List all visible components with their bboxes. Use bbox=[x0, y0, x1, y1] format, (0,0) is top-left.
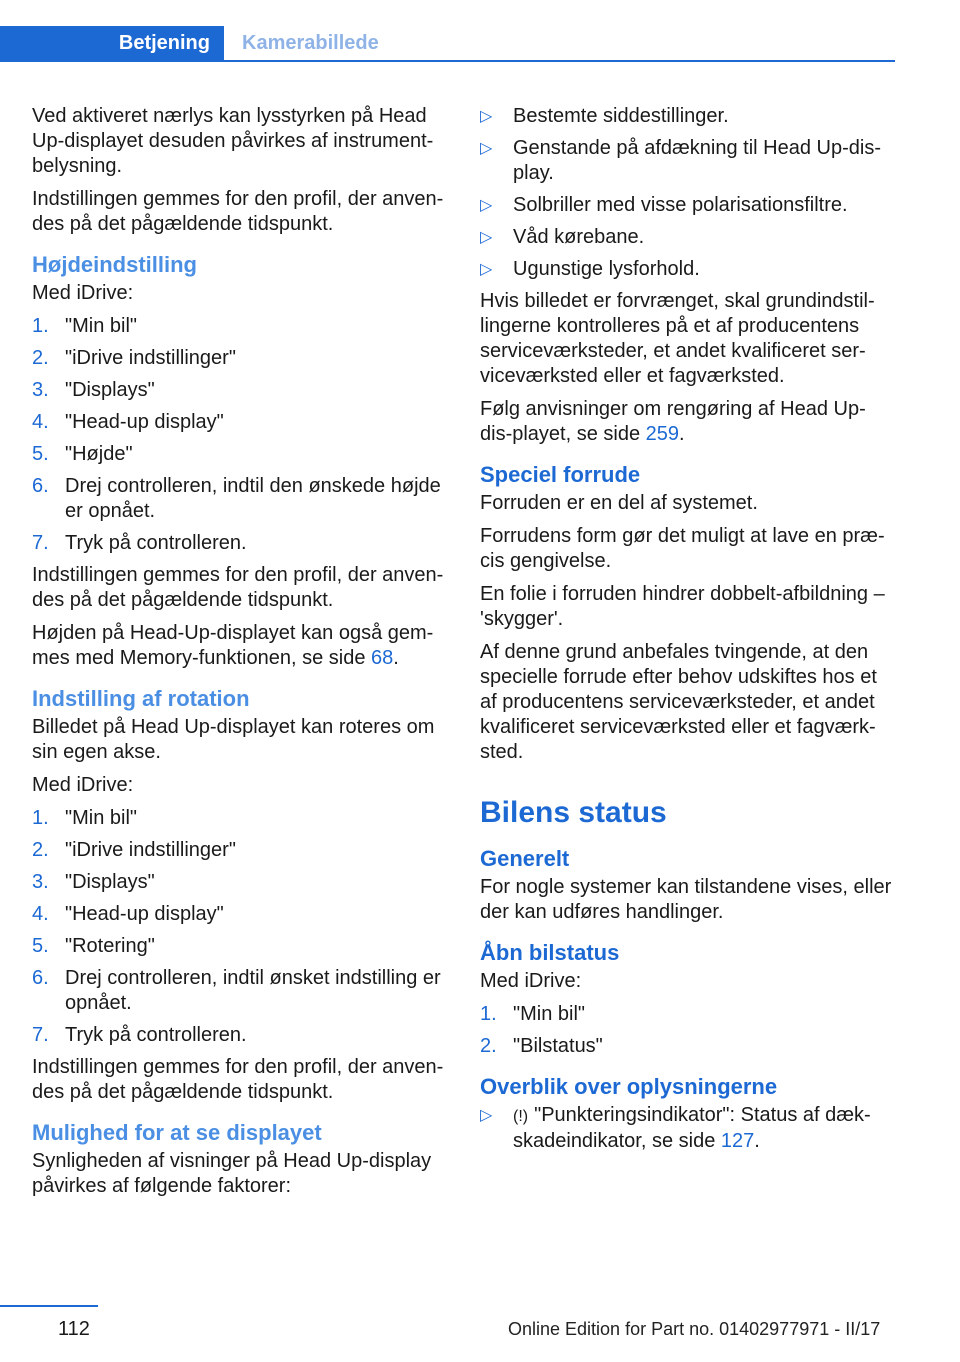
list-item: 2. "iDrive indstillinger" bbox=[32, 347, 236, 369]
windscreen-heading: Speciel forrude bbox=[480, 462, 641, 487]
height-heading: Højdeindstilling bbox=[32, 252, 197, 277]
list-item: ▷ Bestemte siddestillinger. bbox=[480, 105, 729, 127]
open-idrive-label: Med iDrive: bbox=[480, 970, 582, 992]
triangle-bullet-icon: ▷ bbox=[480, 261, 493, 278]
list-item: ▷ Ugunstige lysforhold. bbox=[480, 258, 700, 280]
windscreen-paragraph-3: En folie i forruden hindrer dobbelt-afbildning – 'skygger'. bbox=[480, 583, 885, 630]
triangle-bullet-icon: ▷ bbox=[480, 108, 493, 125]
list-item: 6. Drej controlleren, indtil den ønskede højde er opnået. bbox=[32, 475, 441, 522]
rotation-idrive-label: Med iDrive: bbox=[32, 774, 134, 796]
list-item: 2. "Bilstatus" bbox=[480, 1035, 603, 1057]
visibility-heading: Mulighed for at se displayet bbox=[32, 1120, 322, 1145]
general-heading: Generelt bbox=[480, 846, 570, 871]
list-item: 1. "Min bil" bbox=[480, 1003, 585, 1025]
tire-pressure-warning-icon: (!) bbox=[513, 1108, 529, 1125]
section-tab-inactive[interactable]: Kamerabillede bbox=[242, 32, 379, 54]
height-steps bbox=[32, 314, 447, 556]
right-column bbox=[480, 104, 897, 1161]
triangle-bullet-icon: ▷ bbox=[480, 1107, 493, 1124]
page-link-127[interactable]: 127 bbox=[720, 1130, 755, 1152]
rotation-paragraph-1: Billedet på Head Up-displayet kan roteres om sin egen akse. bbox=[32, 716, 435, 763]
rotation-heading: Indstilling af rotation bbox=[32, 686, 250, 711]
page-number: 112 bbox=[58, 1318, 90, 1340]
list-item: 1. "Min bil" bbox=[32, 807, 137, 829]
cleaning-paragraph: Følg anvisninger om rengøring af Head Up-dis‐playet, se side 259. bbox=[480, 398, 866, 445]
open-status-heading: Åbn bilstatus bbox=[480, 940, 620, 965]
general-paragraph: For nogle systemer kan tilstandene vises, eller der kan udføres handlinger. bbox=[480, 876, 892, 923]
list-item: 5. "Rotering" bbox=[32, 935, 155, 957]
list-item: 3. "Displays" bbox=[32, 871, 155, 893]
open-status-steps bbox=[480, 1002, 897, 1059]
overview-heading: Overblik over oplysningerne bbox=[480, 1074, 778, 1099]
list-item: 1. "Min bil" bbox=[32, 315, 137, 337]
left-column bbox=[32, 104, 447, 1207]
list-item: ▷ Genstande på afdækning til Head Up-dis‐play. bbox=[480, 137, 881, 184]
visibility-paragraph-1: Synligheden af visninger på Head Up-display påvirkes af følgende faktorer: bbox=[32, 1150, 432, 1197]
list-item: 5. "Højde" bbox=[32, 443, 133, 465]
factor-list bbox=[480, 104, 897, 282]
section-title: Bilens status bbox=[480, 796, 667, 829]
rotation-steps bbox=[32, 806, 447, 1048]
height-paragraph-1: Indstillingen gemmes for den profil, der anven‐des på det pågældende tidspunkt. bbox=[32, 564, 444, 611]
list-item: 7. Tryk på controlleren. bbox=[32, 532, 247, 554]
height-idrive-label: Med iDrive: bbox=[32, 282, 134, 304]
section-tab-active[interactable]: Betjening bbox=[0, 26, 224, 60]
page-link-259[interactable]: 259 bbox=[645, 423, 680, 445]
rotation-paragraph-2: Indstillingen gemmes for den profil, der anven‐des på det pågældende tidspunkt. bbox=[32, 1056, 444, 1103]
height-paragraph-2: Højden på Head-Up-displayet kan også gem‐mes med Memory-funktionen, se side 68. bbox=[32, 622, 434, 669]
intro-paragraph-2: Indstillingen gemmes for den profil, der anven‐des på det pågældende tidspunkt. bbox=[32, 188, 444, 235]
triangle-bullet-icon: ▷ bbox=[480, 140, 493, 157]
footer-divider bbox=[0, 1305, 98, 1307]
list-item: 7. Tryk på controlleren. bbox=[32, 1024, 247, 1046]
list-item: 6. Drej controlleren, indtil ønsket indstilling er opnået. bbox=[32, 967, 441, 1014]
windscreen-paragraph-4: Af denne grund anbefales tvingende, at den specielle forrude efter behov udskiftes hos et af producentens serviceværksteder, et andet kvalificeret serviceværksted eller et fagværk‐sted. bbox=[480, 641, 877, 763]
list-item: 2. "iDrive indstillinger" bbox=[32, 839, 236, 861]
triangle-bullet-icon: ▷ bbox=[480, 229, 493, 246]
intro-paragraph-1: Ved aktiveret nærlys kan lysstyrken på Head Up-displayet desuden påvirkes af instrument‐belysning. bbox=[32, 105, 434, 177]
list-item: 4. "Head-up display" bbox=[32, 903, 224, 925]
windscreen-paragraph-1: Forruden er en del af systemet. bbox=[480, 492, 758, 514]
list-item: 4. "Head-up display" bbox=[32, 411, 224, 433]
overview-list bbox=[480, 1103, 897, 1154]
page-link-68[interactable]: 68 bbox=[371, 647, 394, 669]
page-header bbox=[0, 0, 895, 62]
windscreen-paragraph-2: Forrudens form gør det muligt at lave en præ‐cis gengivelse. bbox=[480, 525, 885, 572]
list-item: 3. "Displays" bbox=[32, 379, 155, 401]
list-item: ▷ Solbriller med visse polarisationsfiltre. bbox=[480, 194, 848, 216]
list-item: ▷ Våd kørebane. bbox=[480, 226, 645, 248]
edition-note: Online Edition for Part no. 01402977971 - II/17 bbox=[508, 1319, 881, 1339]
distortion-paragraph: Hvis billedet er forvrænget, skal grundindstil‐lingerne kontrolleres på et af producentens serviceværksteder, et andet kvalificeret ser‐viceværksted eller et fagværksted. bbox=[480, 290, 875, 387]
header-divider bbox=[0, 60, 895, 62]
list-item: ▷ (!) "Punkteringsindikator": Status af dæk‐skadeindikator, se side 127. bbox=[480, 1104, 871, 1152]
triangle-bullet-icon: ▷ bbox=[480, 197, 493, 214]
